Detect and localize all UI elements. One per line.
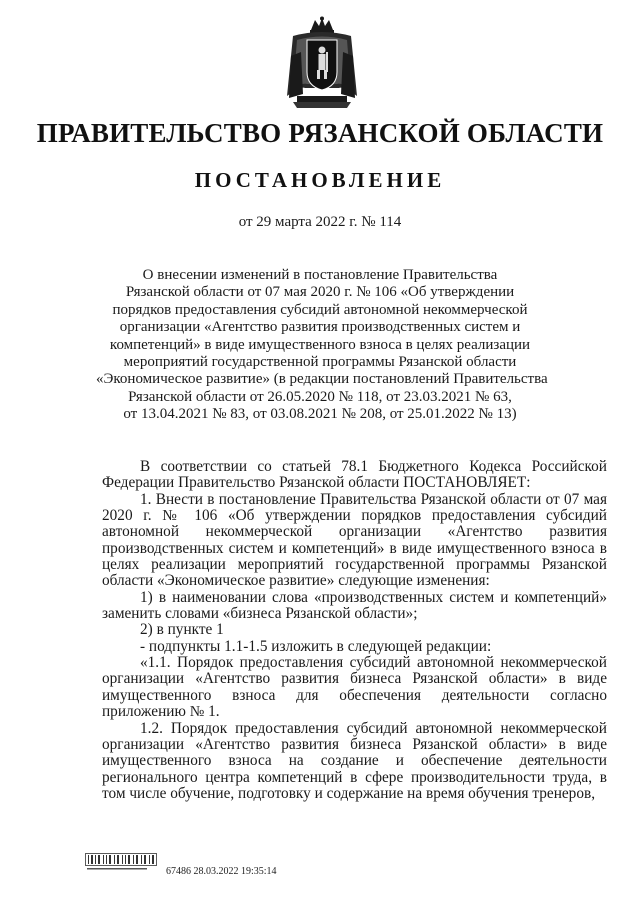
subject-line: Рязанской области от 07 мая 2020 г. № 106 «Об утверждении bbox=[125, 284, 515, 301]
body-paragraph: В соответствии со статьей 78.1 Бюджетного Кодекса Российской Федерации Правительство Рязанской области ПОСТАНОВЛЯЕТ: bbox=[102, 458, 607, 492]
barcode-stamp-icon bbox=[85, 853, 157, 873]
document-body bbox=[102, 459, 607, 802]
subject-line: О внесении изменений в постановление Правительства bbox=[142, 267, 498, 283]
ryazan-coat-of-arms-icon bbox=[283, 16, 361, 108]
body-paragraph: 2) в пункте 1 bbox=[140, 621, 224, 639]
subject-line: порядков предоставления субсидий автономной некоммерческой bbox=[112, 301, 528, 318]
subject-line: «Экономическое развитие» (в редакции постановлений Правительства bbox=[96, 371, 548, 388]
subject-line: компетенций» в виде имущественного взноса в целях реализации bbox=[109, 336, 531, 353]
document-date-number: от 29 марта 2022 г. № 114 bbox=[238, 214, 402, 230]
subject-line: от 13.04.2021 № 83, от 03.08.2021 № 208, от 25.01.2022 № 13) bbox=[123, 406, 517, 423]
registration-number: 67486 28.03.2022 19:35:14 bbox=[166, 866, 277, 877]
body-paragraph: 1) в наименовании слова «производственных систем и компетенций» заменить словами «бизнеса Рязанской области»; bbox=[102, 588, 607, 623]
subject-line: мероприятий государственной программы Рязанской области bbox=[123, 354, 517, 371]
document-subject bbox=[96, 267, 548, 424]
body-paragraph: «1.1. Порядок предоставления субсидий автономной некоммерческой организации «Агентство развития бизнеса Рязанской области» в виде имущественного взноса для обеспечения деятельности согласно приложению № 1. bbox=[102, 654, 607, 721]
subject-line: организации «Агентство развития производственных систем и bbox=[119, 319, 521, 336]
body-paragraph: - подпункты 1.1-1.5 изложить в следующей редакции: bbox=[140, 637, 492, 655]
document-type: ПОСТАНОВЛЕНИЕ bbox=[194, 168, 446, 192]
body-paragraph: 1. Внести в постановление Правительства Рязанской области от 07 мая 2020 г. № 106 «Об утверждении порядков предоставления субсидий автономной некоммерческой организации «Агентство развития производственных систем и компетенций» в виде имущественного взноса в целях реализации мероприятий государственной программы Рязанской области «Экономическое развитие» следующие изменения: bbox=[102, 490, 607, 590]
body-paragraph: 1.2. Порядок предоставления субсидий автономной некоммерческой организации «Агентство развития бизнеса Рязанской области» в виде имущественного взноса на создание и обеспечение деятельности регионального центра компетенций в сфере производительности труда, в том числе обучение, подготовку и содержание на время обучения тренеров, bbox=[102, 719, 607, 802]
organization-title: ПРАВИТЕЛЬСТВО РЯЗАНСКОЙ ОБЛАСТИ bbox=[36, 118, 604, 148]
subject-line: Рязанской области от 26.05.2020 № 118, от 23.03.2021 № 63, bbox=[128, 388, 512, 405]
